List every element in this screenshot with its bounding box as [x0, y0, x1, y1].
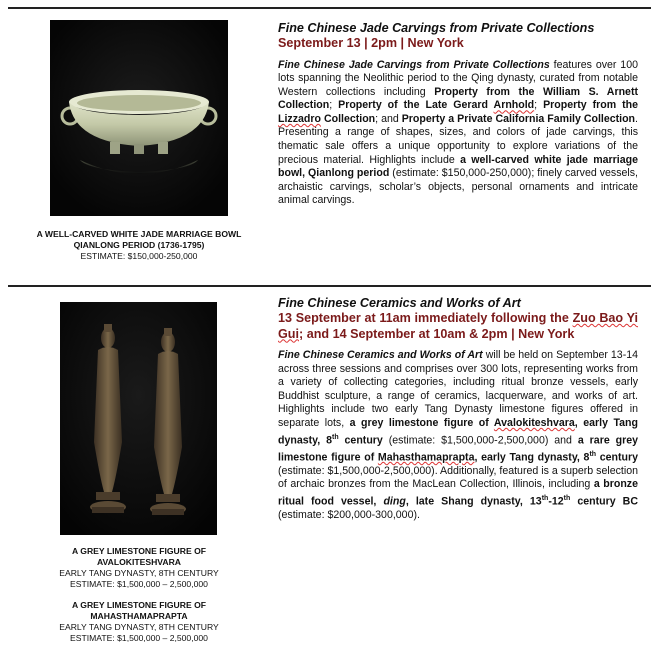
top-divider [8, 7, 651, 9]
section1-body-run: . Presenting a range of shapes, sizes, and colors of jade carvings, this thematic sale offers a unique opportunity to explore variations of the precious material. Highlights include [278, 112, 638, 166]
section1-body-run: (estimate: $150,000-250,000); finely carved vessels, archaistic carvings, scholar’s objects, personal ornaments and intricate animal carvings. [278, 167, 639, 207]
section2-title: Fine Chinese Ceramics and Works of Art [278, 296, 521, 310]
section2-subtitle-run: 13 September at 11am immediately following the [278, 311, 573, 325]
section1-body-run: Property from the [543, 99, 639, 112]
caption-period: EARLY TANG DYNASTY, 8TH CENTURY [59, 622, 219, 632]
section2-body-run: (estimate: $1,500,000-2,500,000). Additionally, featured is a superb selection of archaic bronzes from the MacLean Collection, Illinois, including [278, 464, 638, 491]
section1-text [278, 21, 638, 208]
section1-title: Fine Chinese Jade Carvings from Private Collections [278, 21, 595, 35]
mahasthamaprapta-caption [20, 600, 258, 644]
caption-period: EARLY TANG DYNASTY, 8TH CENTURY [59, 568, 219, 578]
limestone-figures-image [60, 302, 217, 535]
caption-name: AVALOKITESHVARA [96, 557, 182, 567]
section2-body-run: (estimate: $1,500,000-2,500,000) and [382, 434, 578, 447]
caption-title: A GREY LIMESTONE FIGURE OF [71, 546, 206, 556]
section1-body-run: a well-carved white jade marriage bowl, Qianlong period [278, 153, 638, 180]
caption-period: QIANLONG PERIOD (1736-1795) [73, 240, 205, 250]
caption-name: MAHASTHAMAPRAPTA [90, 611, 188, 621]
section2-body-run: , early Tang dynasty, 8 [474, 451, 590, 464]
section1-subtitle: September 13 | 2pm | New York [278, 36, 464, 50]
section2-body-run: th [332, 433, 339, 441]
section2-body-run: th [563, 495, 571, 502]
section2-body-run: will be held on September 13-14 across three sessions and comprises over 300 lots, representing works from a variety of collecting categories, including ritual bronze vessels, early Buddhist sculpture, a range of ceramics, lacquerware, and works of art. Highlights include two early Tang Dynasty limestone figures offered in separate lots, [278, 349, 638, 429]
caption-title: A WELL-CARVED WHITE JADE MARRIAGE BOWL [36, 229, 242, 239]
section2-body [278, 349, 638, 523]
section2-body-run: Avalokiteshvara [493, 416, 575, 429]
section2-body-run: th [541, 495, 549, 502]
section2-body-run: Mahasthamaprapta [377, 451, 475, 464]
section1-body-run: Property a Private California Family Collection [401, 112, 636, 125]
section1-body-run: Collection [320, 112, 376, 125]
section2-subtitle-run: Zuo Bao Yi Gui [278, 311, 639, 341]
section1-body-run: ; [534, 99, 544, 112]
section1-body-run: ; and [375, 112, 402, 125]
section2-body-run: century [338, 434, 383, 447]
section1-body-run: Arnhold [493, 99, 535, 112]
middle-divider [8, 285, 651, 287]
caption-estimate: ESTIMATE: $1,500,000 – 2,500,000 [70, 633, 208, 643]
section1-body-run: ; [329, 99, 339, 112]
jade-bowl-image [50, 20, 228, 216]
section2-body-run: th [589, 450, 597, 458]
caption-estimate: ESTIMATE: $1,500,000 – 2,500,000 [70, 579, 208, 589]
section2-body-run: ding [383, 495, 406, 508]
section2-body-run: a grey limestone figure of [349, 416, 494, 429]
section2-subtitle-run: ; and 14 September at 10am & 2pm | New York [299, 326, 575, 341]
section1-body-run: features over 100 lots spanning the Neolithic period to the Qing dynasty, curated from notable Western collections including [278, 58, 638, 98]
section2-body-run: -12 [548, 495, 564, 508]
section2-subtitle [278, 311, 638, 342]
section1-body-run: Lizzadro [278, 112, 321, 125]
limestone-figures-illustration [60, 302, 217, 535]
avalokiteshvara-caption [20, 546, 258, 590]
section2-body-run: (estimate: $200,000-300,000). [278, 509, 420, 522]
caption-estimate: ESTIMATE: $150,000-250,000 [80, 251, 198, 261]
section2-body-run: , early Tang dynasty, 8 [278, 416, 638, 447]
jade-bowl-illustration [50, 20, 228, 216]
section2-body-run: century BC [570, 495, 638, 508]
section1-body [278, 59, 638, 209]
section2-body-run: , late Shang dynasty, 13 [405, 495, 542, 508]
section2-text [278, 296, 638, 523]
section1-body-run: Property of the Late Gerard [338, 99, 494, 112]
caption-title: A GREY LIMESTONE FIGURE OF [71, 600, 206, 610]
section2-body-run: Fine Chinese Ceramics and Works of Art [278, 349, 483, 361]
section1-body-run: Fine Chinese Jade Carvings from Private Collections [278, 58, 550, 71]
section2-body-run: a rare grey limestone figure of [278, 434, 639, 464]
section1-body-run: Property from the William S. Arnett Collection [278, 85, 638, 112]
section2-body-run: a bronze ritual food vessel, [278, 478, 638, 508]
section2-body-run: century [596, 451, 639, 464]
jade-bowl-caption [20, 229, 258, 262]
